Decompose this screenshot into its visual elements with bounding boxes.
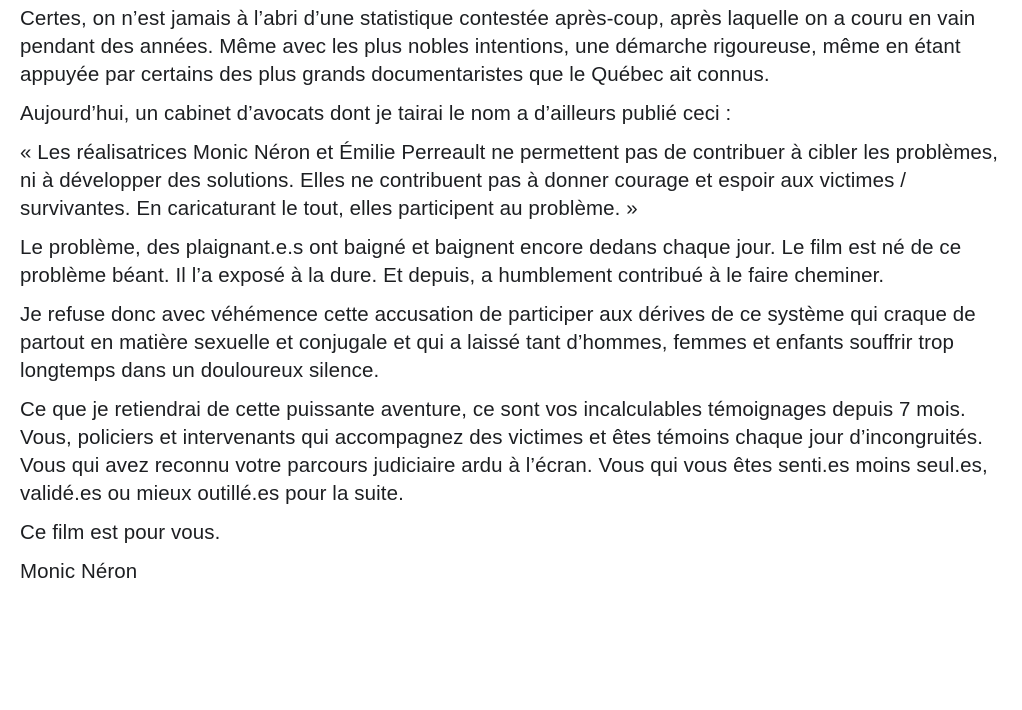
signature: Monic Néron <box>20 560 138 583</box>
paragraph-cabinet-avocats: Aujourd’hui, un cabinet d’avocats dont je tairai le nom a d’ailleurs publié ceci : <box>20 102 732 125</box>
paragraph-temoignages: Ce que je retiendrai de cette puissante aventure, ce sont vos incalculables témoignages depuis 7 mois. Vous, policiers et intervenants qui accompagnez des victimes et êtes témoins chaque jour d’incongruités. Vous qui avez reconnu votre parcours judiciaire ardu à l’écran. Vous qui vous êtes senti.es moins seul.es, validé.es ou mieux outillé.es pour la suite. <box>20 398 988 505</box>
post-body <box>20 5 1005 597</box>
paragraph-statistique: Certes, on n’est jamais à l’abri d’une statistique contestée après-coup, après laquelle on a couru en vain pendant des années. Même avec les plus nobles intentions, une démarche rigoureuse, même en étant appuyée par certains des plus grands documentaristes que le Québec ait connus. <box>20 7 976 86</box>
paragraph-quote: « Les réalisatrices Monic Néron et Émilie Perreault ne permettent pas de contribuer à cibler les problèmes, ni à développer des solutions. Elles ne contribuent pas à donner courage et espoir aux victimes / survivantes. En caricaturant le tout, elles participent au problème. » <box>20 141 999 220</box>
paragraph-probleme: Le problème, des plaignant.e.s ont baigné et baignent encore dedans chaque jour. Le film est né de ce problème béant. Il l’a exposé à la dure. Et depuis, a humblement contribué à le faire cheminer. <box>20 236 962 287</box>
paragraph-refus: Je refuse donc avec véhémence cette accusation de participer aux dérives de ce système qui craque de partout en matière sexuelle et conjugale et qui a laissé tant d’hommes, femmes et enfants souffrir trop longtemps dans un douloureux silence. <box>20 303 976 382</box>
paragraph-dedication: Ce film est pour vous. <box>20 521 221 544</box>
